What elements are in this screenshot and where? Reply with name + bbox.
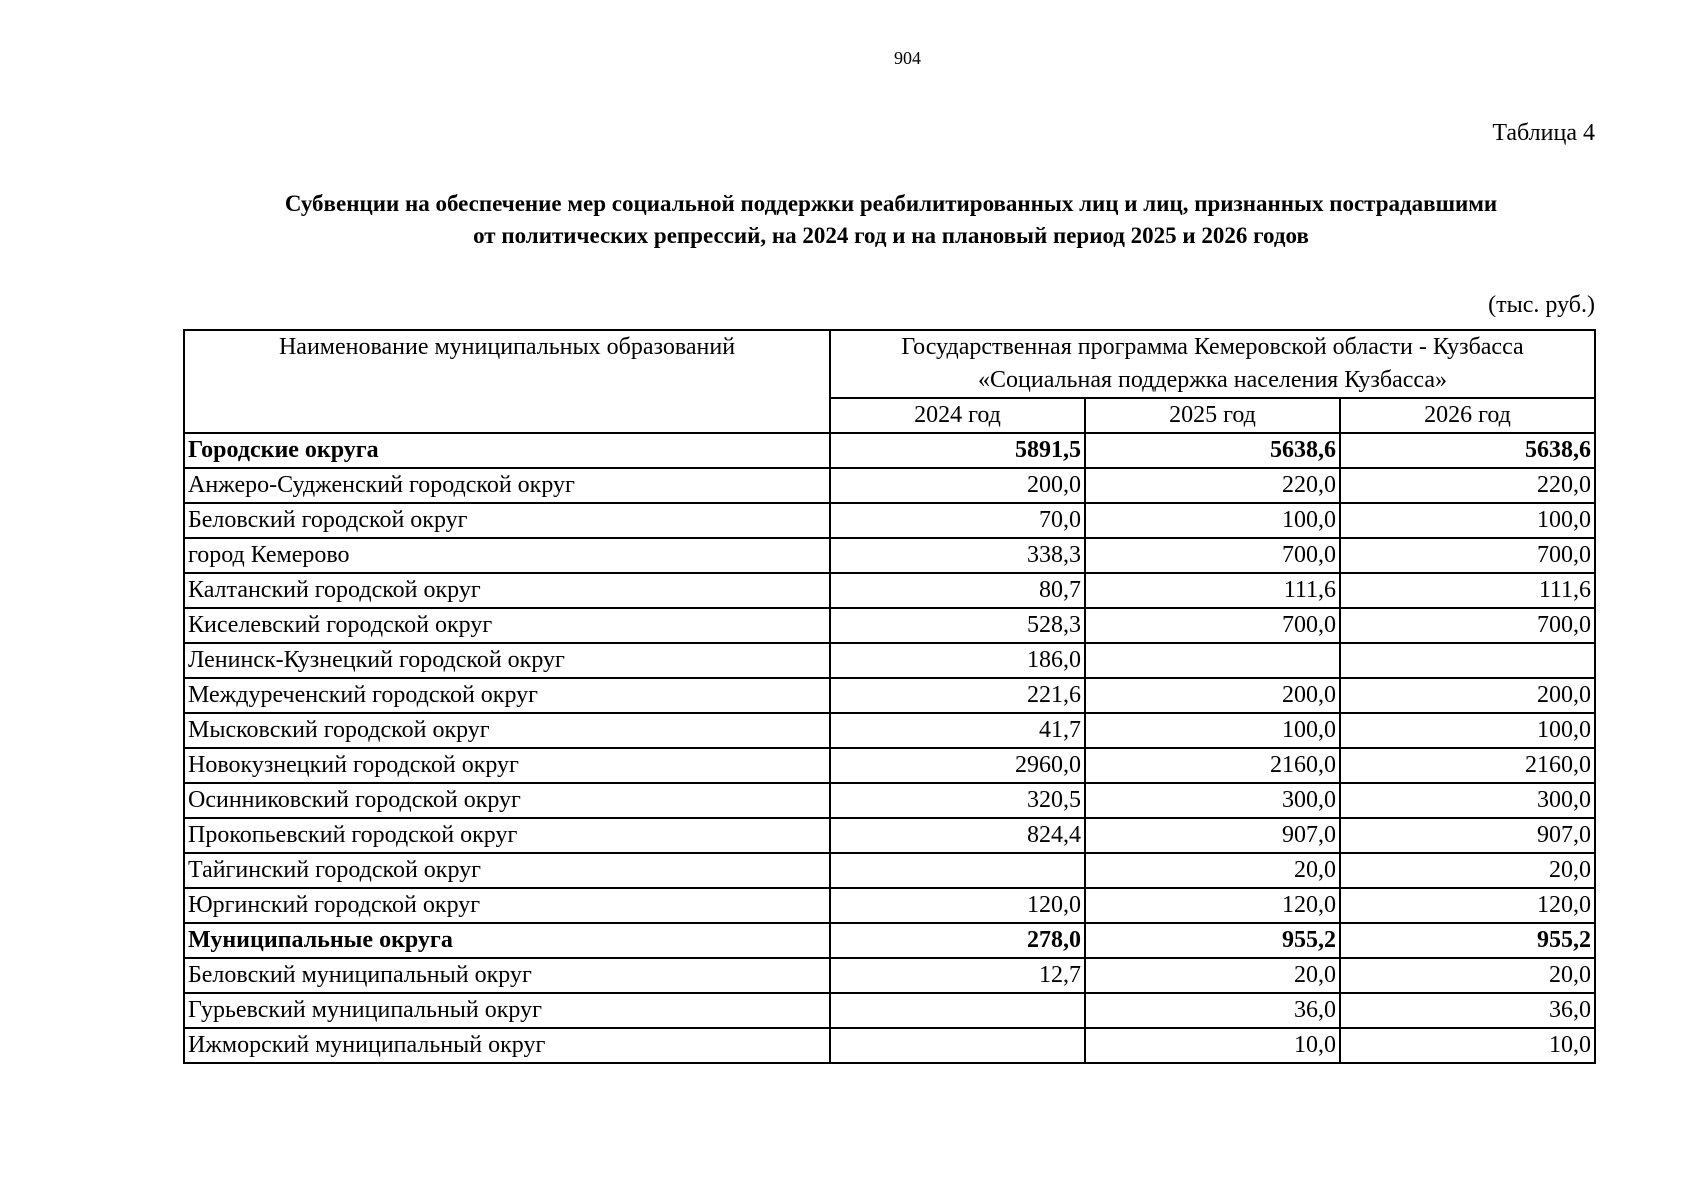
cell-municipality-name: Беловский городской округ [184, 503, 830, 538]
cell-value-2026: 907,0 [1340, 818, 1595, 853]
table-row [184, 1028, 1595, 1063]
cell-value-2026: 100,0 [1340, 713, 1595, 748]
cell-value-2026: 20,0 [1340, 958, 1595, 993]
table-row [184, 993, 1595, 1028]
cell-value-2026 [1340, 643, 1595, 678]
cell-value-2025: 36,0 [1085, 993, 1340, 1028]
cell-value-2024: 824,4 [830, 818, 1085, 853]
cell-value-2025 [1085, 643, 1340, 678]
cell-municipality-name: Муниципальные округа [184, 923, 830, 958]
cell-value-2026: 200,0 [1340, 678, 1595, 713]
cell-value-2025: 700,0 [1085, 608, 1340, 643]
cell-value-2024: 41,7 [830, 713, 1085, 748]
cell-value-2024: 528,3 [830, 608, 1085, 643]
cell-municipality-name: Междуреченский городской округ [184, 678, 830, 713]
cell-value-2024: 278,0 [830, 923, 1085, 958]
cell-value-2025: 20,0 [1085, 853, 1340, 888]
cell-value-2024: 2960,0 [830, 748, 1085, 783]
cell-value-2024: 186,0 [830, 643, 1085, 678]
cell-value-2024: 320,5 [830, 783, 1085, 818]
cell-value-2025: 300,0 [1085, 783, 1340, 818]
cell-value-2025: 955,2 [1085, 923, 1340, 958]
cell-value-2026: 300,0 [1340, 783, 1595, 818]
cell-value-2025: 100,0 [1085, 503, 1340, 538]
cell-value-2025: 220,0 [1085, 468, 1340, 503]
cell-municipality-name: Новокузнецкий городской округ [184, 748, 830, 783]
cell-value-2025: 5638,6 [1085, 433, 1340, 468]
table-row [184, 678, 1595, 713]
cell-value-2026: 220,0 [1340, 468, 1595, 503]
cell-municipality-name: Тайгинский городской округ [184, 853, 830, 888]
table-row [184, 608, 1595, 643]
cell-value-2025: 2160,0 [1085, 748, 1340, 783]
header-program [830, 330, 1595, 398]
cell-municipality-name: Осинниковский городской округ [184, 783, 830, 818]
cell-value-2024 [830, 993, 1085, 1028]
cell-municipality-name: Беловский муниципальный округ [184, 958, 830, 993]
header-year-2024: 2024 год [830, 398, 1085, 433]
units-label: (тыс. руб.) [1488, 292, 1595, 318]
cell-value-2024 [830, 1028, 1085, 1063]
cell-value-2026: 120,0 [1340, 888, 1595, 923]
table-row [184, 748, 1595, 783]
table-label: Таблица 4 [1492, 120, 1595, 146]
subsidies-table [183, 329, 1596, 1064]
table-row [184, 538, 1595, 573]
table-row [184, 853, 1595, 888]
cell-municipality-name: Городские округа [184, 433, 830, 468]
cell-value-2025: 100,0 [1085, 713, 1340, 748]
cell-value-2026: 111,6 [1340, 573, 1595, 608]
header-program-line-2: «Социальная поддержка населения Кузбасса» [978, 367, 1448, 393]
document-title-line-2: от политических репрессий, на 2024 год и на плановый период 2025 и 2026 годов [473, 223, 1309, 248]
cell-municipality-name: Анжеро-Судженский городской округ [184, 468, 830, 503]
document-title-line-1: Субвенции на обеспечение мер социальной поддержки реабилитированных лиц и лиц, признанных пострадавшими [284, 191, 1498, 216]
cell-value-2024 [830, 853, 1085, 888]
cell-value-2026: 100,0 [1340, 503, 1595, 538]
cell-municipality-name: Ижморский муниципальный округ [184, 1028, 830, 1063]
table-row [184, 818, 1595, 853]
cell-value-2026: 10,0 [1340, 1028, 1595, 1063]
cell-value-2025: 907,0 [1085, 818, 1340, 853]
cell-municipality-name: Прокопьевский городской округ [184, 818, 830, 853]
table-row [184, 643, 1595, 678]
cell-value-2024: 5891,5 [830, 433, 1085, 468]
cell-value-2024: 200,0 [830, 468, 1085, 503]
table-group-row [184, 433, 1595, 468]
header-municipality-name: Наименование муниципальных образований [184, 330, 830, 433]
table-row [184, 783, 1595, 818]
table-row [184, 713, 1595, 748]
header-year-2025: 2025 год [1085, 398, 1340, 433]
table-header [184, 330, 1595, 433]
header-program-line-1: Государственная программа Кемеровской области - Кузбасса [901, 334, 1524, 360]
table-row [184, 958, 1595, 993]
table-row [184, 888, 1595, 923]
cell-municipality-name: Юргинский городской округ [184, 888, 830, 923]
header-year-2026: 2026 год [1340, 398, 1595, 433]
cell-value-2024: 221,6 [830, 678, 1085, 713]
table-group-row [184, 923, 1595, 958]
cell-value-2026: 700,0 [1340, 608, 1595, 643]
cell-value-2024: 70,0 [830, 503, 1085, 538]
page-number: 904 [894, 48, 921, 68]
cell-value-2025: 20,0 [1085, 958, 1340, 993]
cell-municipality-name: Гурьевский муниципальный округ [184, 993, 830, 1028]
cell-value-2025: 120,0 [1085, 888, 1340, 923]
cell-municipality-name: Калтанский городской округ [184, 573, 830, 608]
cell-municipality-name: город Кемерово [184, 538, 830, 573]
cell-value-2026: 2160,0 [1340, 748, 1595, 783]
cell-municipality-name: Ленинск-Кузнецкий городской округ [184, 643, 830, 678]
table-row [184, 503, 1595, 538]
cell-value-2025: 200,0 [1085, 678, 1340, 713]
cell-value-2026: 36,0 [1340, 993, 1595, 1028]
cell-value-2025: 700,0 [1085, 538, 1340, 573]
cell-value-2025: 10,0 [1085, 1028, 1340, 1063]
table-row [184, 468, 1595, 503]
cell-value-2026: 20,0 [1340, 853, 1595, 888]
cell-value-2024: 12,7 [830, 958, 1085, 993]
cell-municipality-name: Киселевский городской округ [184, 608, 830, 643]
cell-value-2026: 955,2 [1340, 923, 1595, 958]
cell-value-2026: 5638,6 [1340, 433, 1595, 468]
cell-value-2026: 700,0 [1340, 538, 1595, 573]
table-row [184, 573, 1595, 608]
cell-value-2025: 111,6 [1085, 573, 1340, 608]
cell-municipality-name: Мысковский городской округ [184, 713, 830, 748]
cell-value-2024: 120,0 [830, 888, 1085, 923]
table-body [184, 433, 1595, 1063]
document-title [186, 188, 1596, 252]
cell-value-2024: 338,3 [830, 538, 1085, 573]
cell-value-2024: 80,7 [830, 573, 1085, 608]
